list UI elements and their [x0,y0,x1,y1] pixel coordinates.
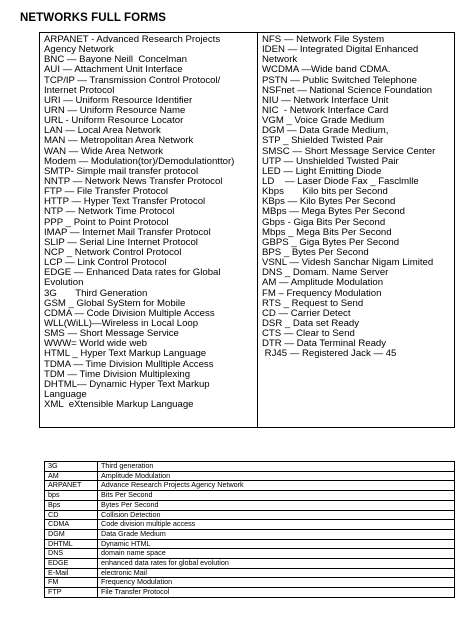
full-form-line: SLIP — Serial Line Internet Protocol [44,236,198,248]
full-form-line: WWW= World wide web [44,338,147,350]
full-form-line: NCP _ Network Control Protocol [44,246,182,258]
full-form-line: NNTP — Network News Transfer Protocol [44,175,223,187]
full-form-line: IMAP — Internet Mail Transfer Protocol [44,226,211,238]
full-form-line: MBps — Mega Bytes Per Second [262,206,405,218]
full-form-line: STP _ Shielded Twisted Pair [262,135,384,147]
abbreviation-cell: AM [45,471,98,481]
full-form-line: NTP — Network Time Protocol [44,206,175,218]
abbreviation-cell: bps [45,491,98,501]
full-forms-table [39,32,455,428]
abbreviation-cell: CDMA [45,520,98,530]
table-row [45,549,455,559]
full-form-line: SMSC — Short Message Service Center [262,145,436,157]
full-form-line: NSFnet — National Science Foundation [262,84,433,96]
meaning-cell: Bytes Per Second [98,500,455,510]
table-row [45,500,455,510]
abbreviation-cell: DGM [45,529,98,539]
meaning-cell: File Transfer Protocol [98,588,455,598]
meaning-cell: Frequency Modulation [98,578,455,588]
full-form-line: CD — Carrier Detect [262,307,351,319]
full-form-line: IDEN — Integrated Digital Enhanced [262,44,419,56]
full-form-line: WAN — Wide Area Network [44,145,164,157]
abbreviation-cell: EDGE [45,559,98,569]
full-form-line: HTTP — Hyper Text Transfer Protocol [44,196,206,208]
table-row [45,491,455,501]
full-form-line: LAN — Local Area Network [44,125,161,137]
full-form-line: LD — Laser Diode Fax _ Fasclmlle [262,175,419,187]
full-form-line: TCP/IP — Transmission Control Protocol/ [44,74,221,86]
full-form-line: Modem — Modulation(tor)/Demodulationttor) [44,155,235,167]
full-form-line: Language [44,388,87,400]
full-form-line: AM — Amplitude Modulation [262,277,384,289]
abbreviation-cell: FM [45,578,98,588]
full-form-line: TDM — Time Division Multiplexing [44,368,191,380]
abbreviation-cell: DNS [45,549,98,559]
abbreviation-cell: CD [45,510,98,520]
full-form-line: DGM — Data Grade Medium, [262,125,389,137]
full-form-line: MAN — Metropolitan Area Network [44,135,194,147]
meaning-cell: Code division multiple access [98,520,455,530]
table-row [45,529,455,539]
table-row [45,568,455,578]
full-form-line: RJ45 — Registered Jack — 45 [262,348,397,360]
full-form-line: VGM _ Voice Grade Medium [262,115,385,127]
meaning-cell: enhanced data rates for global evolution [98,559,455,569]
table-row [45,588,455,598]
meaning-cell: Dynamic HTML [98,539,455,549]
full-form-line: LED — Light Emitting Diode [262,165,382,177]
full-form-line: URL - Uniform Resource Locator [44,115,184,127]
full-form-line: LCP — Link Control Protocol [44,257,167,269]
abbreviations-table [44,461,455,598]
full-form-line: PSTN — Public Switched Telephone [262,74,418,86]
full-form-line: Network [262,54,298,66]
full-form-line: Mbps _ Mega Bits Per Second [262,226,392,238]
abbreviation-cell: ARPANET [45,481,98,491]
full-form-line: UTP — Unshielded Twisted Pair [262,155,399,167]
full-form-line: ARPANET - Advanced Research Projects [44,34,221,45]
full-form-line: TDMA — Time Division Mulltiple Access [44,358,214,370]
full-form-line: DNS _ Domam. Name Server [262,267,389,279]
full-form-line: CTS — Clear to Send [262,328,355,340]
abbreviation-cell: E-Mail [45,568,98,578]
full-form-line: SMS — Short Message Service [44,328,179,340]
full-form-line: NFS — Network File System [262,34,385,45]
meaning-cell: Amplitude Modulation [98,471,455,481]
page-title: NETWORKS FULL FORMS [20,12,167,24]
meaning-cell: Collision Detection [98,510,455,520]
full-form-line: DHTML— Dynamic Hyper Text Markup [44,378,210,390]
full-form-line: WCDMA —Wide band CDMA. [262,64,391,76]
meaning-cell: Advance Research Projects Agency Network [98,481,455,491]
full-form-line: Internet Protocol [44,84,115,96]
full-form-line: URN — Uniform Resource Name [44,104,186,116]
full-form-line: FM – Frequency Modulation [262,287,382,299]
full-form-line: WLL(WiLL)—Wireless in Local Loop [44,317,199,329]
full-forms-right-column [258,33,454,427]
full-forms-left-column [40,33,258,427]
table-row [45,520,455,530]
abbreviation-cell: Bps [45,500,98,510]
table-row [45,559,455,569]
abbreviation-cell: FTP [45,588,98,598]
full-form-line: DSR _ Data set Ready [262,317,360,329]
full-form-line: Kbps Kilo bits per Second [262,186,388,198]
meaning-cell: electronic Mail [98,568,455,578]
meaning-cell: domain name space [98,549,455,559]
full-form-line: URI — Uniform Resource Identifier [44,94,193,106]
abbreviation-cell: DHTML [45,539,98,549]
full-form-line: FTP — File Transfer Protocol [44,186,169,198]
full-form-line: Agency Network [44,44,114,56]
table-row [45,578,455,588]
full-form-line: CDMA — Code Division Multiple Access [44,307,215,319]
meaning-cell: Third generation [98,462,455,472]
table-row [45,471,455,481]
full-form-line: GBPS _ Giga Bytes Per Second [262,236,400,248]
full-form-line: DTR — Data Terminal Ready [262,338,387,350]
full-form-line: EDGE — Enhanced Data rates for Global [44,267,221,279]
abbreviation-cell: 3G [45,462,98,472]
full-form-line: AUI — Attachment Unit Interface [44,64,183,76]
full-form-line: Gbps - Giga Bits Per Second [262,216,386,228]
full-form-line: Evolution [44,277,84,289]
full-form-line: NIC - Network Interface Card [262,104,389,116]
full-form-line: SMTP- Simple mail transfer protocol [44,165,199,177]
full-form-line: RTS _ Request to Send [262,297,364,309]
full-form-line: 3G Third Generation [44,287,148,299]
table-row [45,462,455,472]
table-row [45,481,455,491]
full-form-line: KBps — Kilo Bytes Per Second [262,196,396,208]
table-row [45,539,455,549]
meaning-cell: Bits Per Second [98,491,455,501]
full-form-line: BNC — Bayone Neill Concelman [44,54,187,66]
full-form-line: GSM _ Global SyStem for Mobile [44,297,186,309]
full-form-line: PPP _ Point to Point Protocol [44,216,169,228]
meaning-cell: Data Grade Medium [98,529,455,539]
full-form-line: NIU — Network Interface Unit [262,94,389,106]
full-form-line: XML eXtensible Markup Language [44,399,194,411]
full-form-line: BPS _ Bytes Per Second [262,246,369,258]
table-row [45,510,455,520]
full-form-line: VSNL — Videsh Sanchar Nigam Limited [262,257,434,269]
full-form-line: HTML _ Hyper Text Markup Language [44,348,207,360]
